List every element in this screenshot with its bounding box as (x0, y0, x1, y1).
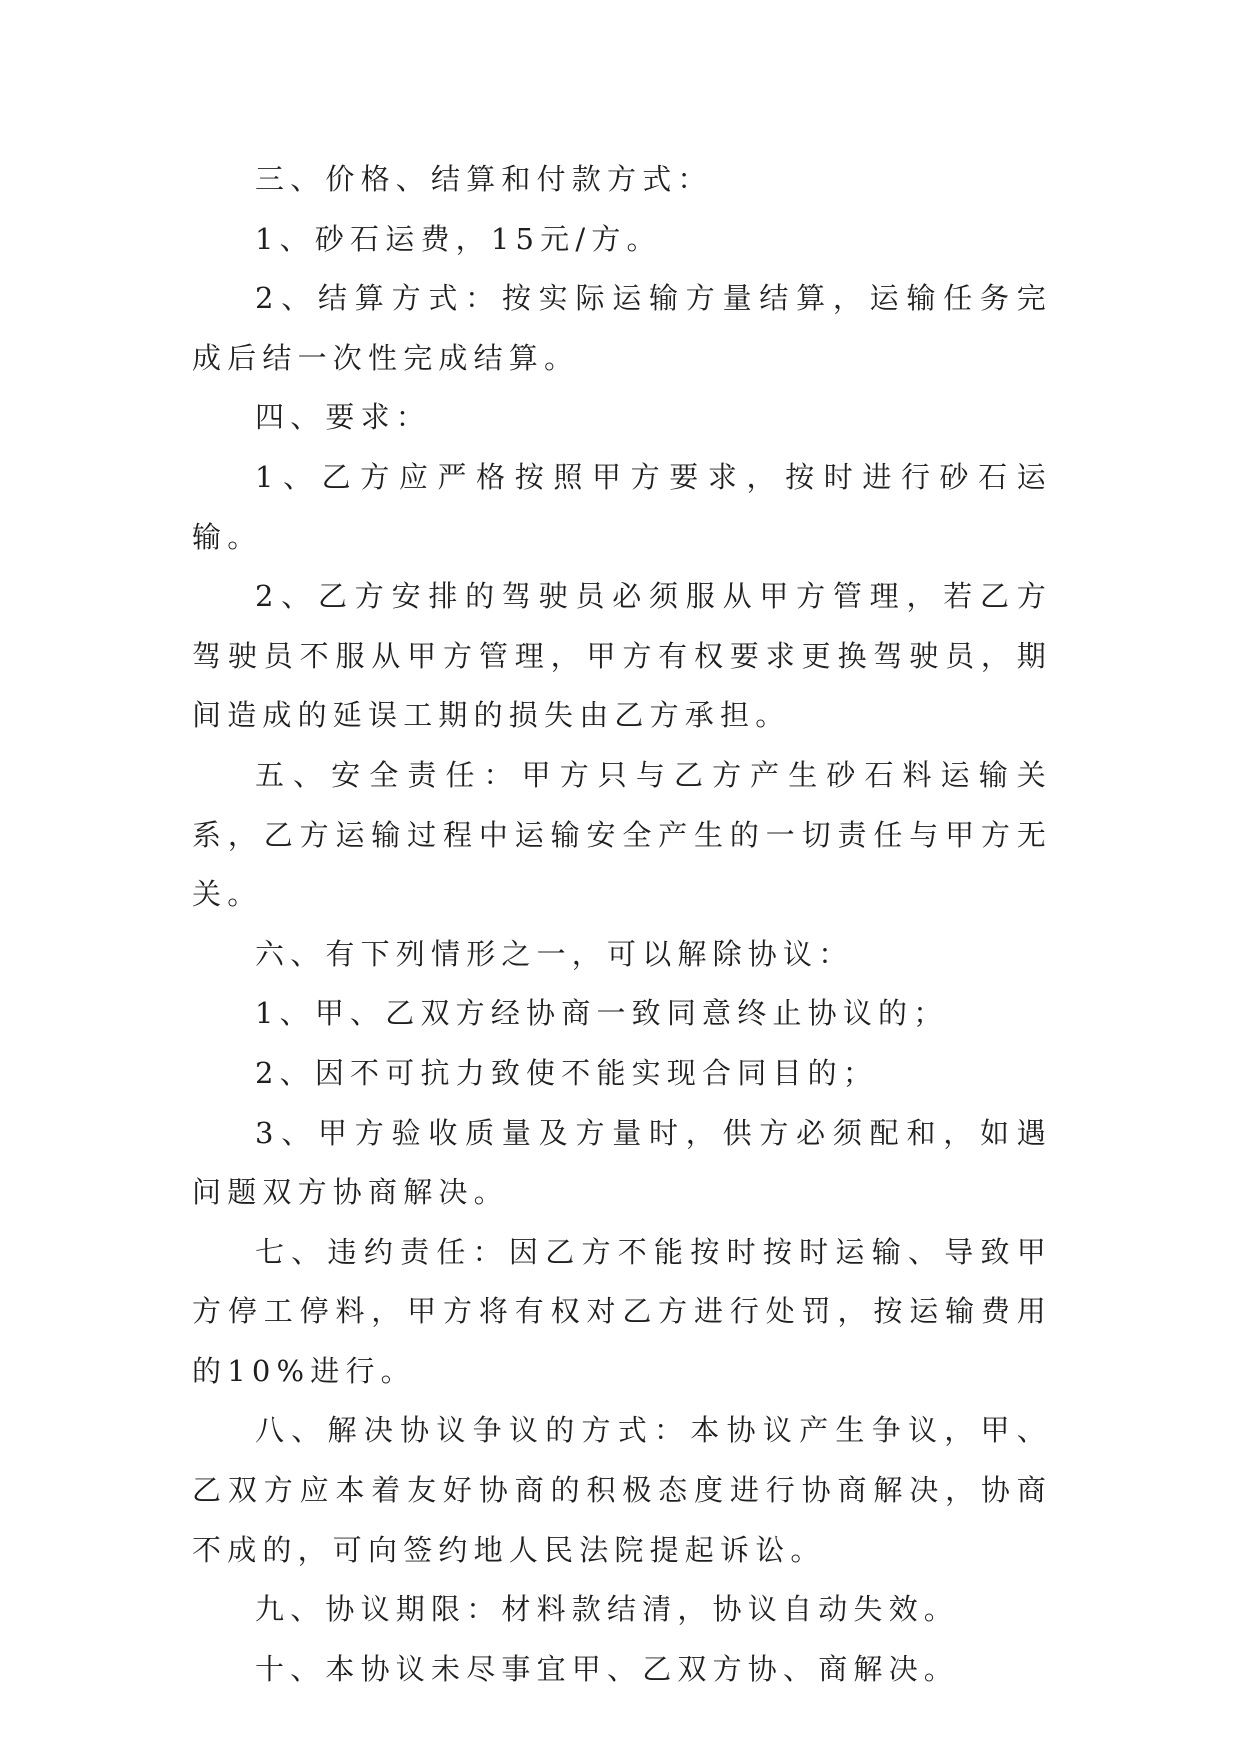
section-breach-liability: 七、违约责任：因乙方不能按时按时运输、导致甲方停工停料，甲方将有权对乙方进行处罚，按运输费用的10%进行。 (192, 1234, 1052, 1388)
section-dispute-resolution: 八、解决协议争议的方式：本协议产生争议，甲、乙双方应本着友好协商的积极态度进行协商解决，协商不成的，可向签约地人民法院提起诉讼。 (192, 1413, 1052, 1567)
clause-settlement-method: 2、结算方式：按实际运输方量结算，运输任务完成后结一次性完成结算。 (192, 281, 1052, 375)
section-unmentioned-matters: 十、本协议未尽事宜甲、乙双方协、商解决。 (255, 1651, 960, 1686)
clause-driver-management: 2、乙方安排的驾驶员必须服从甲方管理，若乙方驾驶员不服从甲方管理，甲方有权要求更换驾驶员，期间造成的延误工期的损失由乙方承担。 (192, 579, 1052, 733)
clause-quality-acceptance: 3、甲方验收质量及方量时，供方必须配和，如遇问题双方协商解决。 (192, 1115, 1052, 1210)
section-heading-price: 三、价格、结算和付款方式： (255, 162, 713, 196)
clause-freight-rate: 1、砂石运费，15元/方。 (255, 221, 662, 256)
clause-force-majeure: 2、因不可抗力致使不能实现合同目的； (255, 1055, 879, 1090)
section-heading-termination: 六、有下列情形之一，可以解除协议： (255, 936, 854, 971)
clause-transport-on-time: 1、乙方应严格按照甲方要求，按时进行砂石运输。 (192, 459, 1052, 554)
clause-mutual-termination: 1、甲、乙双方经协商一致同意终止协议的； (255, 996, 949, 1031)
section-heading-requirements: 四、要求： (255, 400, 432, 435)
document-body (192, 150, 1052, 1699)
section-agreement-term: 九、协议期限：材料款结清，协议自动失效。 (255, 1592, 960, 1627)
section-safety-responsibility: 五、安全责任：甲方只与乙方产生砂石料运输关系，乙方运输过程中运输安全产生的一切责任与甲方无关。 (192, 757, 1052, 912)
